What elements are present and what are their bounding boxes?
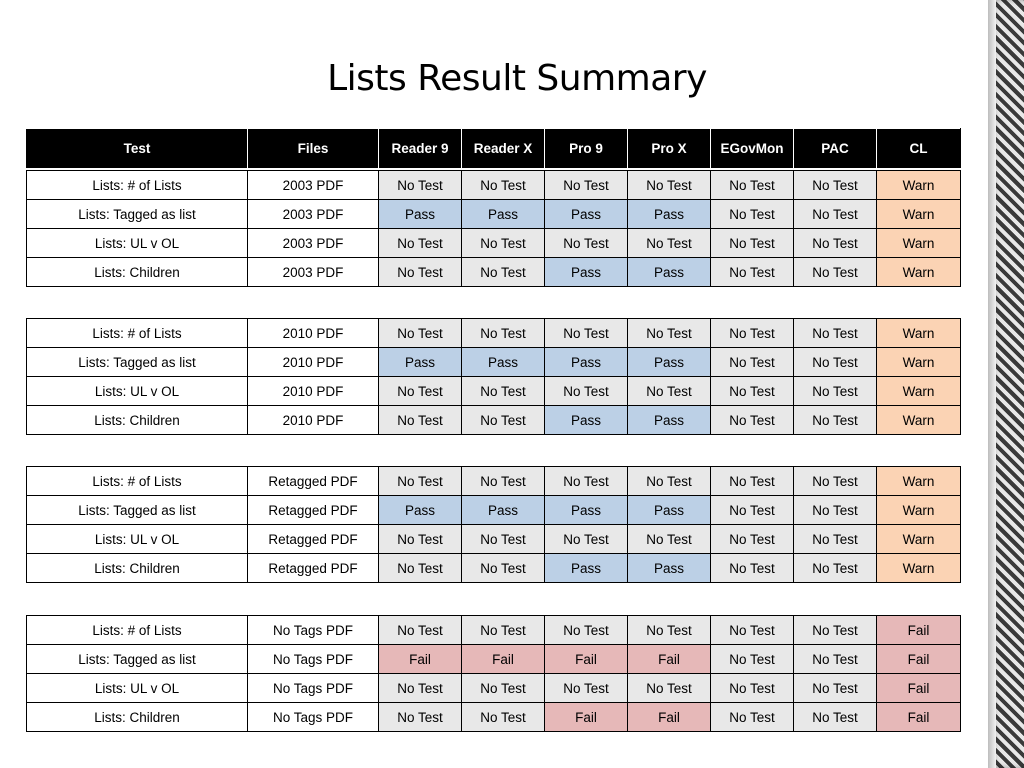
table-row <box>27 319 961 348</box>
result-cell: No Test <box>379 674 462 703</box>
result-cell: No Test <box>794 703 877 732</box>
table-row <box>27 406 961 435</box>
result-cell: No Test <box>711 377 794 406</box>
result-cell: No Test <box>794 200 877 229</box>
result-cell: No Test <box>794 554 877 583</box>
result-cell: Warn <box>877 496 961 525</box>
header-test: Test <box>27 129 248 169</box>
table-row <box>27 377 961 406</box>
result-cell: No Test <box>379 525 462 554</box>
header-cl: CL <box>877 129 961 169</box>
table-row <box>27 645 961 674</box>
result-cell: Warn <box>877 171 961 200</box>
result-cell: Warn <box>877 377 961 406</box>
result-cell: Pass <box>628 258 711 287</box>
table-row <box>27 467 961 496</box>
result-cell: No Test <box>379 258 462 287</box>
test-name-cell: Lists: Children <box>27 258 248 287</box>
result-cell: Warn <box>877 348 961 377</box>
result-cell: Pass <box>628 200 711 229</box>
file-cell: 2010 PDF <box>248 377 379 406</box>
table-header <box>26 128 961 169</box>
result-cell: No Test <box>628 229 711 258</box>
result-cell: Pass <box>545 200 628 229</box>
file-cell: No Tags PDF <box>248 645 379 674</box>
test-name-cell: Lists: # of Lists <box>27 171 248 200</box>
table-row <box>27 674 961 703</box>
result-cell: No Test <box>794 467 877 496</box>
table-row <box>27 200 961 229</box>
result-cell: No Test <box>462 319 545 348</box>
result-cell: No Test <box>379 319 462 348</box>
result-cell: No Test <box>711 703 794 732</box>
result-cell: No Test <box>545 171 628 200</box>
file-cell: No Tags PDF <box>248 703 379 732</box>
result-cell: No Test <box>711 171 794 200</box>
result-cell: No Test <box>462 258 545 287</box>
test-name-cell: Lists: Tagged as list <box>27 348 248 377</box>
result-cell: No Test <box>462 525 545 554</box>
file-cell: No Tags PDF <box>248 616 379 645</box>
result-cell: No Test <box>711 348 794 377</box>
test-name-cell: Lists: Children <box>27 703 248 732</box>
result-cell: No Test <box>462 171 545 200</box>
results-block <box>26 615 961 732</box>
table-row <box>27 229 961 258</box>
result-cell: No Test <box>794 406 877 435</box>
result-cell: No Test <box>711 258 794 287</box>
result-cell: No Test <box>794 229 877 258</box>
result-cell: No Test <box>794 674 877 703</box>
result-cell: Pass <box>545 554 628 583</box>
result-cell: Pass <box>462 496 545 525</box>
file-cell: 2003 PDF <box>248 229 379 258</box>
result-cell: No Test <box>711 645 794 674</box>
result-cell: No Test <box>462 467 545 496</box>
slide-edge-decoration <box>988 0 1024 768</box>
result-cell: No Test <box>794 319 877 348</box>
header-pro-x: Pro X <box>628 129 711 169</box>
result-cell: Fail <box>877 616 961 645</box>
result-cell: No Test <box>462 229 545 258</box>
file-cell: 2010 PDF <box>248 348 379 377</box>
result-cell: No Test <box>628 674 711 703</box>
result-cell: Warn <box>877 200 961 229</box>
result-cell: Pass <box>628 348 711 377</box>
test-name-cell: Lists: Tagged as list <box>27 645 248 674</box>
file-cell: 2003 PDF <box>248 200 379 229</box>
result-cell: Pass <box>628 496 711 525</box>
result-cell: No Test <box>545 229 628 258</box>
result-cell: Fail <box>877 674 961 703</box>
table-row <box>27 616 961 645</box>
result-cell: No Test <box>711 319 794 348</box>
result-cell: No Test <box>462 616 545 645</box>
file-cell: 2010 PDF <box>248 406 379 435</box>
result-cell: No Test <box>379 171 462 200</box>
result-cell: No Test <box>462 674 545 703</box>
test-name-cell: Lists: # of Lists <box>27 467 248 496</box>
test-name-cell: Lists: UL v OL <box>27 525 248 554</box>
result-cell: No Test <box>545 525 628 554</box>
result-cell: Fail <box>628 703 711 732</box>
result-cell: Pass <box>545 406 628 435</box>
result-cell: No Test <box>379 554 462 583</box>
result-cell: No Test <box>462 554 545 583</box>
result-cell: No Test <box>545 674 628 703</box>
test-name-cell: Lists: # of Lists <box>27 319 248 348</box>
result-cell: No Test <box>794 616 877 645</box>
test-name-cell: Lists: UL v OL <box>27 229 248 258</box>
result-cell: No Test <box>628 616 711 645</box>
result-cell: No Test <box>711 200 794 229</box>
result-cell: Fail <box>462 645 545 674</box>
result-cell: No Test <box>379 616 462 645</box>
header-pro-9: Pro 9 <box>545 129 628 169</box>
result-cell: Pass <box>379 348 462 377</box>
test-name-cell: Lists: Children <box>27 406 248 435</box>
result-cell: Warn <box>877 467 961 496</box>
result-cell: Pass <box>545 348 628 377</box>
results-block <box>26 466 961 583</box>
header-reader-x: Reader X <box>462 129 545 169</box>
result-cell: No Test <box>379 703 462 732</box>
result-cell: Warn <box>877 554 961 583</box>
result-cell: No Test <box>545 616 628 645</box>
test-name-cell: Lists: Tagged as list <box>27 496 248 525</box>
result-cell: Warn <box>877 258 961 287</box>
file-cell: Retagged PDF <box>248 554 379 583</box>
test-name-cell: Lists: Tagged as list <box>27 200 248 229</box>
result-cell: Pass <box>462 348 545 377</box>
results-block <box>26 170 961 287</box>
file-cell: 2010 PDF <box>248 319 379 348</box>
result-cell: No Test <box>794 645 877 674</box>
header-pac: PAC <box>794 129 877 169</box>
result-cell: No Test <box>545 377 628 406</box>
table-row <box>27 525 961 554</box>
results-block <box>26 318 961 435</box>
file-cell: No Tags PDF <box>248 674 379 703</box>
table-row <box>27 348 961 377</box>
header-reader-9: Reader 9 <box>379 129 462 169</box>
result-cell: No Test <box>379 467 462 496</box>
result-cell: No Test <box>711 229 794 258</box>
result-cell: Warn <box>877 406 961 435</box>
test-name-cell: Lists: UL v OL <box>27 377 248 406</box>
header-egovmon: EGovMon <box>711 129 794 169</box>
result-cell: Pass <box>379 200 462 229</box>
result-cell: Pass <box>628 406 711 435</box>
result-cell: No Test <box>628 377 711 406</box>
result-cell: Pass <box>628 554 711 583</box>
test-name-cell: Lists: UL v OL <box>27 674 248 703</box>
result-cell: Pass <box>545 258 628 287</box>
result-cell: Pass <box>545 496 628 525</box>
result-cell: Fail <box>877 703 961 732</box>
file-cell: Retagged PDF <box>248 467 379 496</box>
result-cell: No Test <box>794 258 877 287</box>
result-cell: Pass <box>462 200 545 229</box>
result-cell: No Test <box>711 406 794 435</box>
result-cell: Fail <box>379 645 462 674</box>
result-cell: Warn <box>877 525 961 554</box>
result-cell: No Test <box>711 554 794 583</box>
result-cell: Warn <box>877 319 961 348</box>
result-cell: Fail <box>877 645 961 674</box>
result-cell: No Test <box>628 319 711 348</box>
table-row <box>27 554 961 583</box>
result-cell: No Test <box>711 525 794 554</box>
result-cell: No Test <box>379 377 462 406</box>
result-cell: Warn <box>877 229 961 258</box>
result-cell: No Test <box>711 616 794 645</box>
result-cell: No Test <box>794 171 877 200</box>
result-cell: No Test <box>545 467 628 496</box>
result-cell: No Test <box>379 406 462 435</box>
file-cell: 2003 PDF <box>248 171 379 200</box>
result-cell: No Test <box>711 674 794 703</box>
table-row <box>27 171 961 200</box>
result-cell: No Test <box>794 348 877 377</box>
table-row <box>27 496 961 525</box>
result-cell: No Test <box>379 229 462 258</box>
result-cell: Pass <box>379 496 462 525</box>
result-cell: No Test <box>462 406 545 435</box>
result-cell: No Test <box>794 377 877 406</box>
result-cell: No Test <box>794 525 877 554</box>
result-cell: No Test <box>711 496 794 525</box>
file-cell: 2003 PDF <box>248 258 379 287</box>
result-cell: No Test <box>628 171 711 200</box>
result-cell: No Test <box>628 525 711 554</box>
header-row <box>27 129 961 169</box>
test-name-cell: Lists: Children <box>27 554 248 583</box>
result-cell: No Test <box>462 703 545 732</box>
result-cell: Fail <box>545 703 628 732</box>
header-files: Files <box>248 129 379 169</box>
result-cell: No Test <box>545 319 628 348</box>
file-cell: Retagged PDF <box>248 525 379 554</box>
result-cell: No Test <box>711 467 794 496</box>
table-row <box>27 258 961 287</box>
result-cell: No Test <box>794 496 877 525</box>
page-title: Lists Result Summary <box>327 58 707 99</box>
test-name-cell: Lists: # of Lists <box>27 616 248 645</box>
result-cell: No Test <box>628 467 711 496</box>
result-cell: Fail <box>628 645 711 674</box>
table-row <box>27 703 961 732</box>
result-cell: No Test <box>462 377 545 406</box>
result-cell: Fail <box>545 645 628 674</box>
file-cell: Retagged PDF <box>248 496 379 525</box>
